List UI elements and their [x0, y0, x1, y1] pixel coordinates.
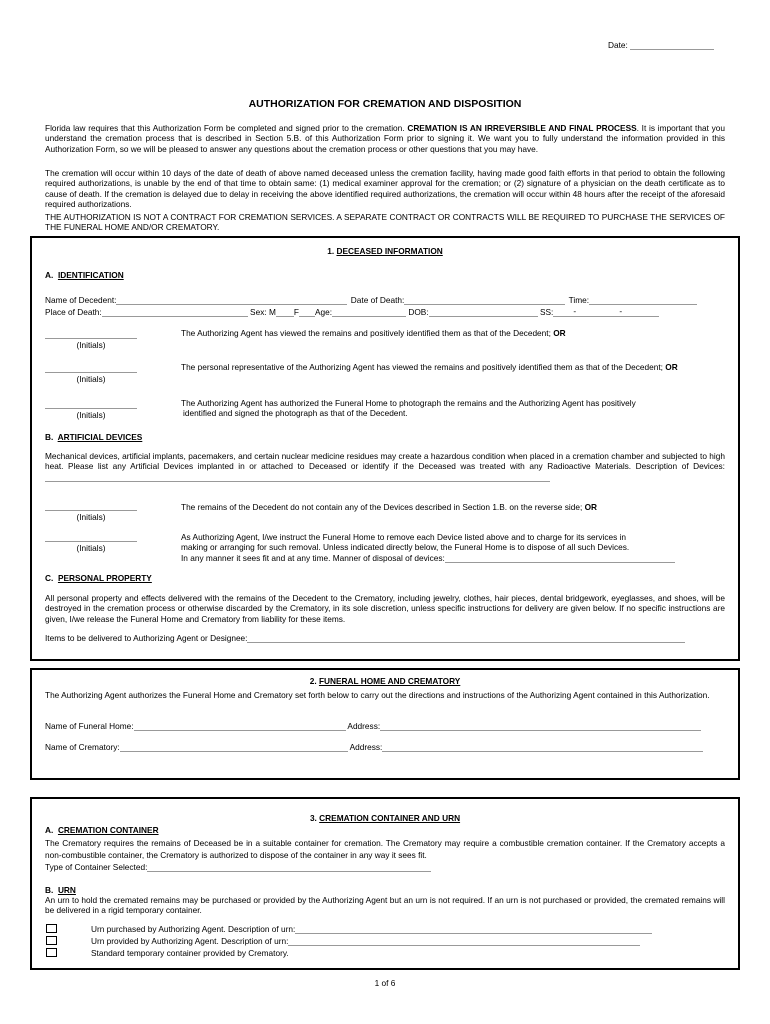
section-number: 2. — [309, 676, 317, 686]
initials-line[interactable]: (Initials) — [45, 338, 137, 350]
subsection-a-heading — [45, 270, 124, 280]
section-title: CREMATION CONTAINER AND URN — [319, 813, 461, 823]
section-1-heading — [0, 246, 770, 256]
subsection-3b-heading — [45, 885, 76, 895]
option-text: The Authorizing Agent has authorized the Funeral Home to photograph the remains and the Authorizing Agent has positively — [181, 398, 636, 408]
sex-f-input[interactable] — [299, 307, 315, 317]
urn-option-3: Standard temporary container provided by Crematory. — [91, 948, 289, 958]
pod-input[interactable] — [102, 307, 248, 317]
address-label: Address: — [347, 721, 381, 731]
devices-option-2 — [181, 532, 726, 563]
section-2-heading — [0, 676, 770, 686]
devices-description-input[interactable] — [45, 472, 550, 482]
temporary-container-checkbox[interactable] — [46, 948, 57, 957]
urn-purchased-checkbox[interactable] — [46, 924, 57, 933]
dob-input[interactable] — [429, 307, 538, 317]
crematory-input[interactable] — [120, 742, 348, 752]
section-title: DECEASED INFORMATION — [336, 246, 443, 256]
dod-input[interactable] — [404, 295, 565, 305]
date-field — [608, 40, 714, 50]
sex-label: Sex: M — [250, 307, 276, 317]
option-text: The remains of the Decedent do not contain any of the Devices described in Section 1.B. on the reverse side; — [181, 502, 583, 512]
option-text: The Authorizing Agent has viewed the remains and positively identified them as that of the Decedent; — [181, 328, 551, 338]
intro-paragraph-3: THE AUTHORIZATION IS NOT A CONTRACT FOR CREMATION SERVICES. A SEPARATE CONTRACT OR CONTRACTS WILL BE REQUIRED TO PURCHASE THE SERVICES OF THE FUNERAL HOME AND/OR CREMATORY. — [45, 212, 725, 233]
subsection-letter: C. — [45, 573, 54, 583]
subsection-letter: A. — [45, 270, 54, 280]
subsection-title: ARTIFICIAL DEVICES — [57, 432, 143, 442]
intro-paragraph-2: The cremation will occur within 10 days of the date of death of above named deceased unless the cremation facility, having made good faith efforts in that period to obtain the following required authorizations, is unable by the end of that time to obtain same: (1) medical examiner approval for the cremation; or (2) signature of a physician on the death certificate as to cause of death. If the cremation is delayed due to delay in receiving the above identified required authorizations, the cremation will occur within 48 hours after the receipt of the aforesaid required authorizations. — [45, 168, 725, 210]
option-text: Urn provided by Authorizing Agent. Description of urn: — [91, 936, 289, 946]
or-label: OR — [665, 362, 678, 372]
decedent-row — [45, 295, 697, 305]
name-input[interactable] — [116, 295, 347, 305]
subsection-letter: B. — [45, 885, 54, 895]
container-type-input[interactable] — [147, 862, 431, 872]
section-2-paragraph: The Authorizing Agent authorizes the Funeral Home and Crematory set forth below to carry out the directions and instructions of the Authorizing Agent contained in this Authorization. — [45, 690, 710, 700]
pod-label: Place of Death: — [45, 307, 102, 317]
ss-label: SS: — [539, 307, 554, 317]
funeral-home-input[interactable] — [134, 721, 346, 731]
crematory-row — [45, 742, 703, 752]
name-label: Name of Decedent: — [45, 295, 117, 305]
items-input[interactable] — [247, 633, 685, 643]
subsection-3a-heading — [45, 825, 159, 835]
subsection-title: URN — [57, 885, 76, 895]
intro-bold-text: CREMATION IS AN IRREVERSIBLE AND FINAL PROCESS — [407, 123, 637, 133]
subsection-title: IDENTIFICATION — [57, 270, 124, 280]
date-input[interactable] — [630, 40, 714, 50]
option-text: As Authorizing Agent, I/we instruct the Funeral Home to remove each Device listed above and to charge for its services in — [181, 532, 627, 542]
funeral-home-label: Name of Funeral Home: — [45, 721, 134, 731]
option-text: In any manner it sees fit and at any time. Manner of disposal of devices: — [181, 552, 445, 563]
subsection-letter: A. — [45, 825, 54, 835]
urn-option-2 — [91, 936, 640, 946]
subsection-title: PERSONAL PROPERTY — [57, 573, 152, 583]
f-label: F — [293, 307, 299, 317]
funeral-home-row — [45, 721, 701, 731]
option-text: The personal representative of the Authorizing Agent has viewed the remains and positively identified them as that of the Decedent; — [181, 362, 663, 372]
subsection-b-heading — [45, 432, 142, 442]
ss-dash: - — [573, 306, 577, 317]
age-input[interactable] — [332, 307, 406, 317]
intro-paragraph-1 — [45, 123, 725, 154]
subsection-letter: B. — [45, 432, 54, 442]
property-paragraph: All personal property and effects delivered with the remains of the Decedent to the Crematory, including jewelry, clothes, hair pieces, dental bridgework, eyeglasses, and shoes, will be destroyed in the cremation process or otherwise discarded by the Crematory, in its sole discretion, unless specific instructions for delivery are given below. If no specific instructions are given, I/we release the Funeral Home and Crematory from liability for these items. — [45, 593, 725, 624]
container-type-label: Type of Container Selected: — [45, 862, 148, 872]
initials-line[interactable]: (Initials) — [45, 372, 137, 384]
section-number: 3. — [309, 813, 317, 823]
age-label: Age: — [314, 307, 333, 317]
dod-label: Date of Death: — [350, 295, 405, 305]
intro-text: Florida law requires that this Authorization Form be completed and signed prior to the cremation. — [45, 123, 405, 133]
ss-dash: - — [619, 306, 623, 317]
option-text: Urn purchased by Authorizing Agent. Description of urn: — [91, 924, 296, 934]
sex-m-input[interactable] — [276, 307, 294, 317]
urn-provided-description-input[interactable] — [288, 936, 640, 946]
section-3-heading — [0, 813, 770, 823]
items-label: Items to be delivered to Authorizing Agent or Designee: — [45, 633, 248, 643]
devices-text: Mechanical devices, artificial implants, pacemakers, and certain nuclear medicine residues may create a hazardous condition when placed in a cremation chamber and subjected to high heat. Please list any Artificial Devices implanted in or attached to Deceased or identify if the Deceased was treated with any Radioactive Materials. Description of Devices: — [45, 451, 725, 472]
initials-line[interactable]: (Initials) — [45, 541, 137, 553]
identification-option-1 — [181, 328, 726, 338]
identification-option-3 — [181, 398, 726, 419]
document-title: AUTHORIZATION FOR CREMATION AND DISPOSITION — [248, 98, 522, 110]
crematory-address-input[interactable] — [382, 742, 703, 752]
urn-paragraph: An urn to hold the cremated remains may be purchased or provided by the Authorizing Agent but an urn is not required. If an urn is not purchased or provided, the cremated remains will be delivered in a rigid temporary container. — [45, 895, 725, 916]
container-paragraph: The Crematory requires the remains of Deceased be in a suitable container for cremation. The Crematory may require a combustible cremation container. If the Crematory accepts a non-combustible container, the Crematory is authorized to dispose of the container in any way it sees fit. — [45, 838, 725, 861]
urn-option-1 — [91, 924, 652, 934]
devices-paragraph — [45, 451, 725, 482]
time-label: Time: — [568, 295, 590, 305]
section-title: FUNERAL HOME AND CREMATORY — [318, 676, 461, 686]
identification-option-2 — [181, 362, 726, 372]
or-label: OR — [584, 502, 598, 512]
or-label: OR — [553, 328, 566, 338]
address-label: Address: — [349, 742, 383, 752]
option-text: making or arranging for such removal. Unless indicated directly below, the Funeral Home is to dispose of all such Devices. — [181, 542, 630, 553]
funeral-home-address-input[interactable] — [380, 721, 701, 731]
initials-line[interactable]: (Initials) — [45, 510, 137, 522]
urn-purchased-description-input[interactable] — [295, 924, 652, 934]
disposal-input[interactable] — [445, 553, 675, 563]
date-label: Date: — [608, 40, 628, 50]
initials-line[interactable]: (Initials) — [45, 408, 137, 420]
intro-text-cont: . It is important that you understand the cremation process that is described in Section 5.B. of this Authorization Form prior to signing it. We want you to fully understand the information provided in this Authorization Form, so we will be pleased to answer any questions about the cremation process or other questions that you may have. — [45, 123, 725, 154]
ss-input[interactable] — [553, 307, 659, 317]
urn-provided-checkbox[interactable] — [46, 936, 57, 945]
subsection-c-heading — [45, 573, 152, 583]
container-type-row — [45, 862, 431, 872]
time-input[interactable] — [589, 295, 697, 305]
page-number: 1 of 6 — [374, 978, 396, 988]
crematory-label: Name of Crematory: — [45, 742, 120, 752]
devices-option-1 — [181, 502, 726, 512]
items-row — [45, 633, 685, 643]
dob-label: DOB: — [408, 307, 429, 317]
subsection-title: CREMATION CONTAINER — [57, 825, 159, 835]
section-number: 1. — [327, 246, 335, 256]
option-text: identified and signed the photograph as that of the Decedent. — [183, 408, 408, 419]
place-row — [45, 307, 659, 317]
